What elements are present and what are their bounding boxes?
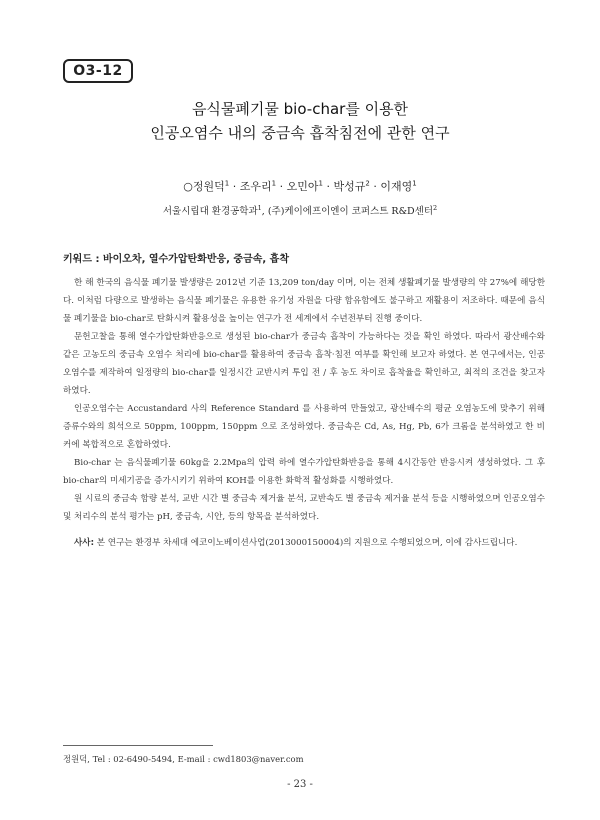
affiliation-name: , (주)케이에프이엔이 코퍼스트 R&D센터 — [261, 206, 433, 217]
body-paragraph: 인공오염수는 Accustandard 사의 Reference Standard 를 사용하여 만들었고, 광산배수의 평균 오염농도에 맞추기 위해 증류수와의 희석으로 50ppm, 100ppm, 150ppm 으로 조성하였다. 중금속은 Cd, As, Hg, Pb, 6가 크롬을 분석하였고 한 비커에 복합적으로 혼합하였다. — [63, 404, 545, 450]
author-name: 오민아 — [286, 180, 319, 193]
keywords: 키워드 : 바이오차, 열수가압탄화반응, 중금속, 흡착 — [63, 254, 290, 265]
author-affiliation-mark: 1 — [412, 179, 417, 188]
author-affiliation-mark: 1 — [271, 179, 277, 188]
author-separator: · — [322, 180, 334, 193]
acknowledgement-label: 사사: — [74, 538, 95, 548]
title-line-1: 음식물폐기물 bio-char를 이용한 — [191, 100, 409, 118]
affiliation-mark: 1 — [257, 203, 262, 212]
author-name: 이재영 — [380, 180, 413, 193]
affiliation-list — [60, 203, 540, 217]
body-paragraph: 문헌고찰을 통해 열수가압탄화반응으로 생성된 bio-char가 중금속 흡착이 가능하다는 것을 확인 하였다. 따라서 광산배수와 같은 고농도의 중금속 오염수 처리에 bio-char를 활용하여 중금속 흡착·침전 여부를 확인해 보고자 하였다. 본 연구에서는, 인공오염수를 제작하여 일정량의 bio-char를 일정시간 교반시켜 투입 전 / 후 농도 차이로 흡착율을 확인하고, 최적의 조건을 찾고자 하였다. — [63, 332, 545, 396]
author-separator: · — [276, 180, 287, 193]
author-name: 박성규 — [333, 180, 366, 193]
abstract-body — [63, 274, 545, 526]
author-separator: · — [229, 180, 240, 193]
session-code-badge: O3-12 — [63, 59, 133, 83]
footnote-divider — [63, 745, 213, 746]
affiliation-name: 서울시립대 환경공학과 — [162, 206, 258, 217]
author-name: 조우리 — [239, 180, 272, 193]
acknowledgement-text: 본 연구는 환경부 차세대 에코이노베이션사업(2013000150004)의 지원으로 수행되었으며, 이에 감사드립니다. — [94, 538, 518, 548]
author-affiliation-mark: 1 — [224, 179, 230, 188]
body-paragraph: 원 시료의 중금속 함량 분석, 교반 시간 별 중금속 제거율 분석, 교반속도 별 중금속 제거율 분석 등을 시행하였으며 인공오염수 및 처리수의 분석 평가는 pH, 중금속, 시안, 등의 항목을 분석하였다. — [63, 494, 545, 522]
affiliation-mark: 2 — [433, 203, 438, 212]
page-number: - 23 - — [287, 779, 313, 790]
title-line-2: 인공오염수 내의 중금속 흡착침전에 관한 연구 — [150, 124, 450, 142]
acknowledgement — [63, 534, 545, 552]
body-paragraph: Bio-char 는 음식물폐기물 60kg을 2.2Mpa의 압력 하에 열수가압탄화반응을 통해 4시간동안 반응시켜 생성하였다. 그 후 bio-char의 미세기공을 증가시키기 위하여 KOH를 이용한 화학적 활성화를 시행하였다. — [63, 458, 545, 486]
author-name: ○정원덕 — [183, 180, 225, 193]
author-affiliation-mark: 1 — [318, 179, 323, 188]
author-separator: · — [369, 180, 381, 193]
footnote-contact: 정원덕, Tel : 02-6490-5494, E-mail : cwd1803@naver.com — [63, 754, 304, 764]
author-affiliation-mark: 2 — [365, 179, 370, 188]
body-paragraph: 한 해 한국의 음식물 폐기물 발생량은 2012년 기준 13,209 ton/day 이며, 이는 전체 생활폐기물 발생량의 약 27%에 해당한다. 이처럼 다량으로 발생하는 음식물 폐기물은 유용한 유기성 자원을 다량 함유함에도 불구하고 재활용이 저조하다. 때문에 음식물 폐기물을 bio-char로 탄화시켜 활용성을 높이는 연구가 전 세계에서 수년전부터 진행 중이다. — [63, 278, 545, 324]
author-list — [60, 178, 540, 194]
